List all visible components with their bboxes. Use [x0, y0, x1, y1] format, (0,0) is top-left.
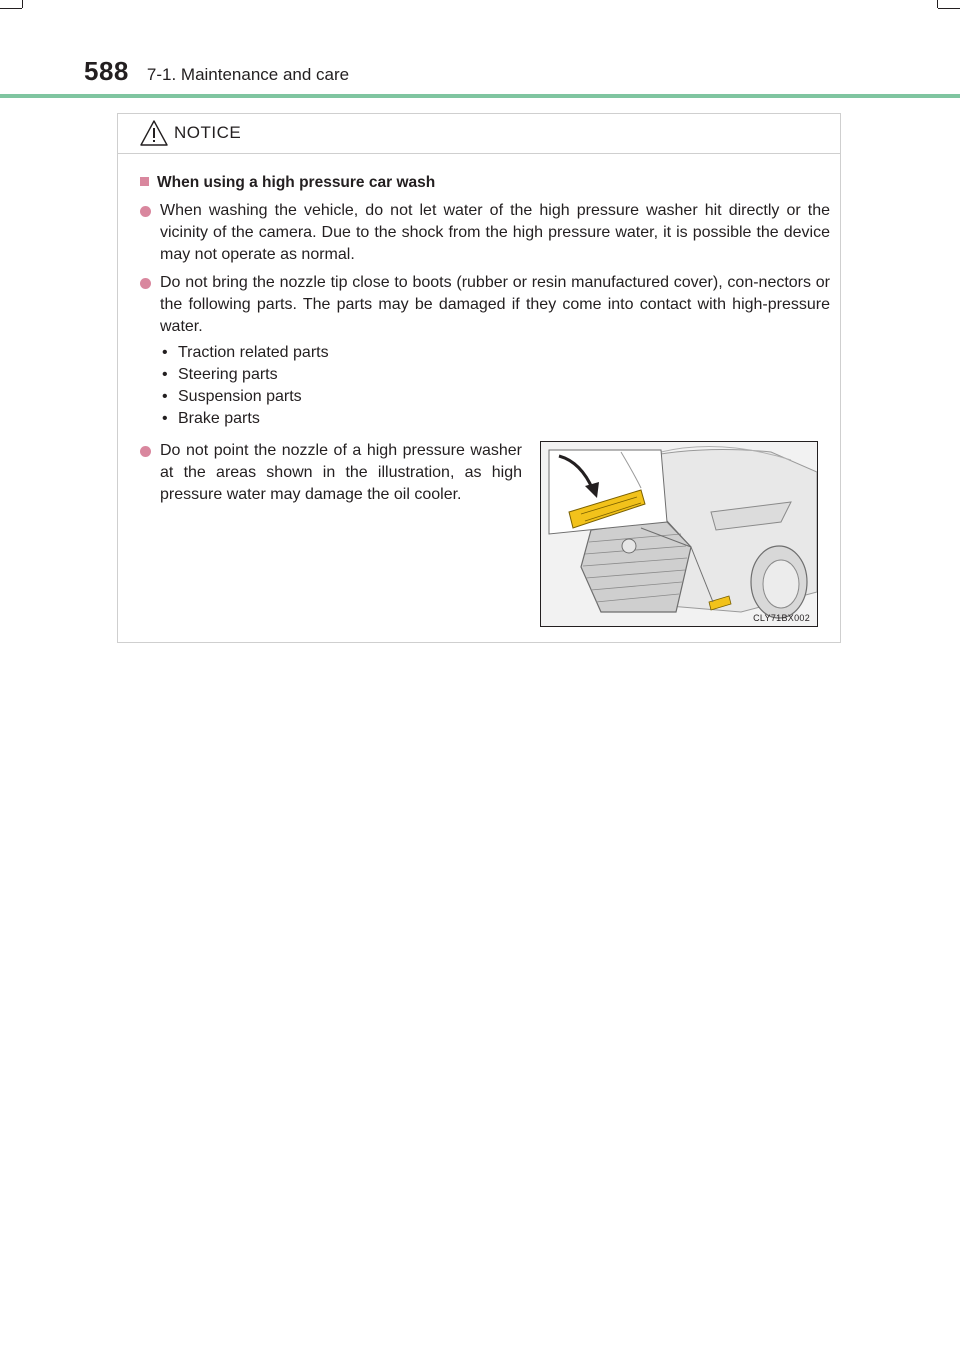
car-front-drawing	[541, 442, 818, 627]
page-header	[84, 56, 349, 92]
page-number: 588	[84, 56, 129, 86]
car-front-illustration	[540, 441, 818, 627]
bullet-dot-icon	[140, 446, 151, 457]
crop-mark	[938, 8, 960, 9]
bullet-dot-icon	[140, 278, 151, 289]
section-heading-text: When using a high pressure car wash	[157, 174, 436, 191]
sub-item-text: Brake parts	[178, 410, 260, 427]
bullet-text: When washing the vehicle, do not let water of the high pressure washer hit directly or the vicinity of the camera. Due to the shock from the high pressure water, it is possible the device may not operate as normal.	[160, 202, 830, 263]
crop-mark	[22, 0, 23, 8]
square-bullet-icon	[140, 177, 149, 186]
list-item	[140, 200, 830, 266]
crop-mark	[0, 8, 22, 9]
header-rule	[0, 94, 960, 98]
sub-item-text: Traction related parts	[178, 344, 329, 361]
sub-item-text: Steering parts	[178, 366, 278, 383]
bullet-dot-icon	[140, 206, 151, 217]
figure-code: CLY71BX002	[753, 613, 810, 623]
list-item	[140, 272, 830, 338]
sub-list-item: • Suspension parts	[162, 388, 302, 405]
bullet-text: Do not point the nozzle of a high pressure washer at the areas shown in the illustration, as high pressure water may damage the oil cooler.	[160, 442, 522, 503]
notice-header	[118, 114, 840, 154]
chapter-title: 7-1. Maintenance and care	[146, 65, 350, 84]
sub-item-text: Suspension parts	[178, 388, 302, 405]
sub-list-item: • Traction related parts	[162, 344, 329, 361]
notice-title: NOTICE	[174, 123, 242, 142]
crop-mark	[937, 0, 938, 8]
sub-list-item: • Brake parts	[162, 410, 260, 427]
section-heading	[140, 174, 435, 192]
bullet-text: Do not bring the nozzle tip close to boots (rubber or resin manufactured cover), con-nectors or the following parts. The parts may be damaged if they come into contact with high-pressure water.	[160, 274, 830, 335]
sub-list-item: • Steering parts	[162, 366, 278, 383]
notice-box	[117, 113, 841, 643]
list-item	[140, 440, 522, 506]
warning-triangle-icon	[140, 119, 168, 147]
